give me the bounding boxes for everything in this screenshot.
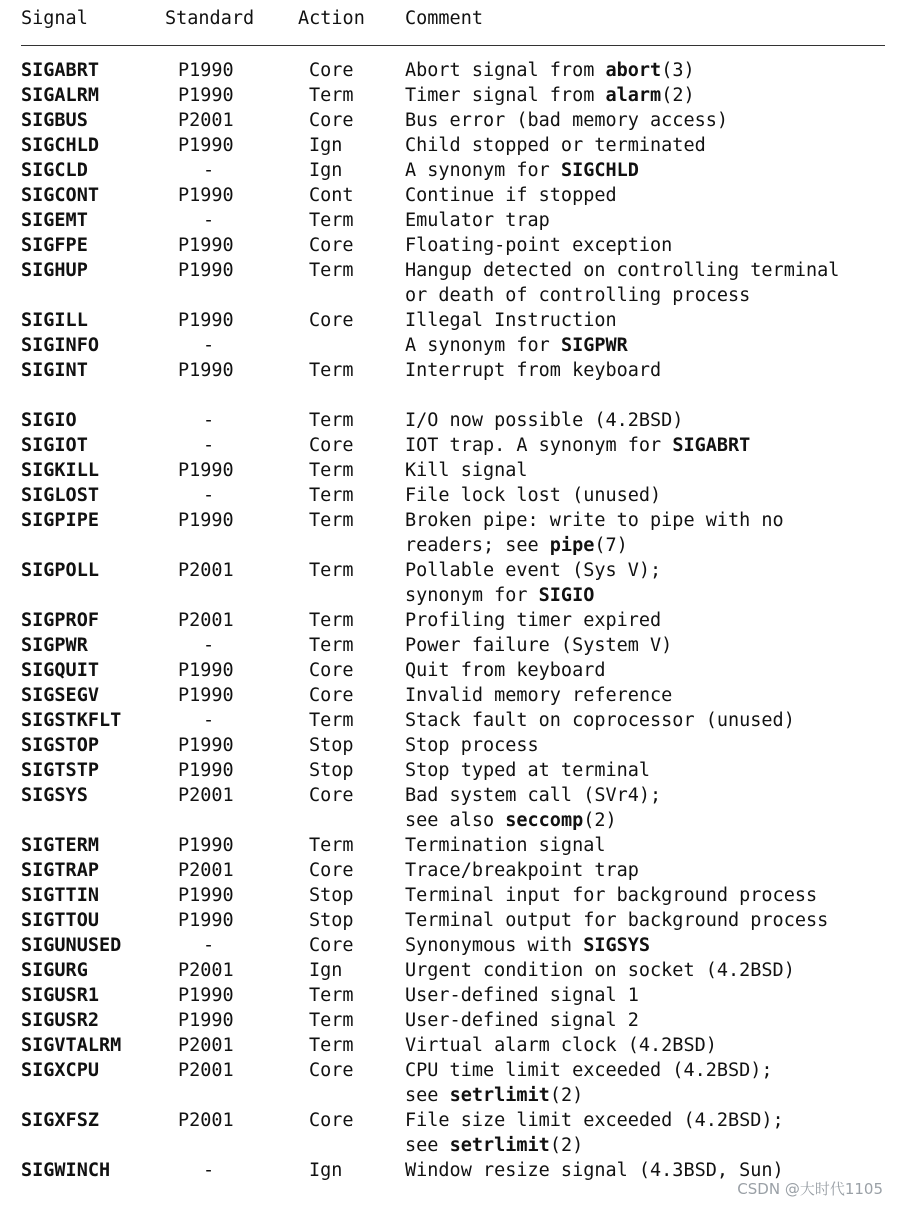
action-value: Core [309,1110,354,1131]
signal-name: SIGEMT [21,210,88,231]
comment-text: Stop typed at terminal [405,760,651,781]
action-value: Core [309,235,354,256]
signal-name: SIGALRM [21,85,99,106]
standard-value: P2001 [178,960,234,981]
standard-value: P2001 [178,785,234,806]
comment-text: or death of controlling process [405,285,751,306]
table-row [21,483,885,508]
comment-text: Bus error (bad memory access) [405,110,729,131]
table-row [21,1008,885,1033]
action-value: Term [309,835,354,856]
comment-text: File lock lost (unused) [405,485,662,506]
comment-text: Trace/breakpoint trap [405,860,639,881]
signal-name: SIGHUP [21,260,88,281]
signal-name: SIGTSTP [21,760,99,781]
signal-name: SIGINT [21,360,88,381]
table-row [21,633,885,658]
table-row [21,758,885,783]
header-divider [21,45,885,46]
comment-text: User-defined signal 1 [405,985,639,1006]
comment-text: CPU time limit exceeded (4.2BSD); [405,1060,773,1081]
table-body [21,58,885,1183]
comment-text: see setrlimit(2) [405,1135,584,1156]
comment-text: Timer signal from alarm(2) [405,85,695,106]
table-row [21,133,885,158]
standard-value: P1990 [178,885,234,906]
table-row [21,558,885,608]
comment-text: Stack fault on coprocessor (unused) [405,710,795,731]
standard-value: P1990 [178,360,234,381]
action-value: Core [309,685,354,706]
standard-value: P2001 [178,1060,234,1081]
table-row [21,858,885,883]
action-value: Term [309,85,354,106]
standard-value: P1990 [178,685,234,706]
signal-name: SIGLOST [21,485,99,506]
action-value: Term [309,985,354,1006]
table-row [21,708,885,733]
table-row [21,108,885,133]
signal-name: SIGPROF [21,610,99,631]
header-comment: Comment [405,8,483,29]
comment-text: Stop process [405,735,539,756]
comment-text: Hangup detected on controlling terminal [405,260,840,281]
action-value: Term [309,360,354,381]
comment-text: synonym for SIGIO [405,585,595,606]
signal-name: SIGBUS [21,110,88,131]
action-value: Core [309,310,354,331]
standard-value: P1990 [178,835,234,856]
action-value: Core [309,785,354,806]
table-row [21,233,885,258]
action-value: Core [309,935,354,956]
signal-name: SIGCONT [21,185,99,206]
table-row [21,933,885,958]
table-header [21,8,885,34]
comment-text: Window resize signal (4.3BSD, Sun) [405,1160,784,1181]
standard-value: P1990 [178,185,234,206]
table-row [21,208,885,233]
signal-name: SIGXFSZ [21,1110,99,1131]
action-value: Core [309,435,354,456]
comment-text: Virtual alarm clock (4.2BSD) [405,1035,717,1056]
standard-value: - [203,335,215,356]
comment-text: Kill signal [405,460,528,481]
signal-name: SIGTERM [21,835,99,856]
standard-value: P1990 [178,910,234,931]
comment-text: Invalid memory reference [405,685,673,706]
comment-text: File size limit exceeded (4.2BSD); [405,1110,784,1131]
standard-value: - [203,210,215,231]
comment-text: Abort signal from abort(3) [405,60,695,81]
comment-text: Terminal output for background process [405,910,829,931]
standard-value: P2001 [178,610,234,631]
standard-value: - [203,935,215,956]
action-value: Ign [309,960,343,981]
action-value: Term [309,510,354,531]
table-row [21,158,885,183]
standard-value: P2001 [178,110,234,131]
signal-name: SIGINFO [21,335,99,356]
action-value: Term [309,1035,354,1056]
signal-name: SIGABRT [21,60,99,81]
comment-text: Interrupt from keyboard [405,360,662,381]
table-row [21,183,885,208]
comment-text: readers; see pipe(7) [405,535,628,556]
signal-name: SIGSTOP [21,735,99,756]
comment-text: Floating-point exception [405,235,673,256]
header-signal: Signal [21,8,88,29]
signal-name: SIGQUIT [21,660,99,681]
standard-value: P1990 [178,60,234,81]
table-row [21,883,885,908]
standard-value: - [203,435,215,456]
table-row [21,1033,885,1058]
signal-table [21,8,885,34]
signal-name: SIGTRAP [21,860,99,881]
signal-name: SIGCLD [21,160,88,181]
comment-text: Terminal input for background process [405,885,818,906]
signal-name: SIGTTOU [21,910,99,931]
signal-name: SIGUNUSED [21,935,122,956]
action-value: Term [309,1010,354,1031]
action-value: Cont [309,185,354,206]
signal-name: SIGUSR1 [21,985,99,1006]
comment-text: A synonym for SIGPWR [405,335,628,356]
table-row [21,408,885,433]
action-value: Term [309,710,354,731]
signal-name: SIGURG [21,960,88,981]
comment-text: Child stopped or terminated [405,135,706,156]
header-standard: Standard [165,8,255,29]
table-row [21,658,885,683]
standard-value: P1990 [178,760,234,781]
signal-name: SIGKILL [21,460,99,481]
table-row [21,908,885,933]
action-value: Core [309,1060,354,1081]
comment-text: see also seccomp(2) [405,810,617,831]
signal-name: SIGPIPE [21,510,99,531]
comment-text: A synonym for SIGCHLD [405,160,639,181]
standard-value: P1990 [178,235,234,256]
action-value: Term [309,210,354,231]
standard-value: P1990 [178,985,234,1006]
action-value: Ign [309,160,343,181]
table-row [21,983,885,1008]
action-value: Term [309,460,354,481]
standard-value: P1990 [178,1010,234,1031]
comment-text: Continue if stopped [405,185,617,206]
signal-name: SIGXCPU [21,1060,99,1081]
action-value: Stop [309,885,354,906]
action-value: Ign [309,135,343,156]
table-row [21,1058,885,1108]
comment-text: I/O now possible (4.2BSD) [405,410,684,431]
action-value: Core [309,860,354,881]
standard-value: - [203,1160,215,1181]
table-row [21,83,885,108]
table-row [21,683,885,708]
table-row [21,783,885,833]
signal-name: SIGIOT [21,435,88,456]
signal-name: SIGILL [21,310,88,331]
comment-text: Bad system call (SVr4); [405,785,662,806]
table-row [21,1108,885,1158]
table-row [21,58,885,83]
action-value: Ign [309,1160,343,1181]
standard-value: P2001 [178,860,234,881]
standard-value: P1990 [178,510,234,531]
action-value: Term [309,410,354,431]
table-row [21,308,885,333]
signal-name: SIGUSR2 [21,1010,99,1031]
standard-value: P2001 [178,560,234,581]
standard-value: P1990 [178,260,234,281]
comment-text: Broken pipe: write to pipe with no [405,510,784,531]
comment-text: Illegal Instruction [405,310,617,331]
standard-value: P1990 [178,660,234,681]
table-row [21,458,885,483]
action-value: Core [309,110,354,131]
standard-value: P2001 [178,1110,234,1131]
signal-name: SIGSEGV [21,685,99,706]
comment-text: Urgent condition on socket (4.2BSD) [405,960,795,981]
standard-value: P2001 [178,1035,234,1056]
action-value: Term [309,560,354,581]
comment-text: Pollable event (Sys V); [405,560,662,581]
standard-value: P1990 [178,735,234,756]
action-value: Stop [309,735,354,756]
comment-text: Emulator trap [405,210,550,231]
watermark: CSDN @大时代1105 [737,1180,883,1198]
standard-value: - [203,410,215,431]
action-value: Core [309,60,354,81]
comment-text: IOT trap. A synonym for SIGABRT [405,435,751,456]
standard-value: - [203,710,215,731]
comment-text: User-defined signal 2 [405,1010,639,1031]
action-value: Term [309,260,354,281]
signal-name: SIGSTKFLT [21,710,122,731]
standard-value: - [203,635,215,656]
signal-name: SIGSYS [21,785,88,806]
signal-name: SIGWINCH [21,1160,111,1181]
standard-value: - [203,485,215,506]
signal-name: SIGPWR [21,635,88,656]
action-value: Term [309,610,354,631]
action-value: Term [309,635,354,656]
table-row [21,608,885,633]
signal-name: SIGCHLD [21,135,99,156]
standard-value: P1990 [178,85,234,106]
signal-name: SIGFPE [21,235,88,256]
action-value: Core [309,660,354,681]
table-row [21,733,885,758]
action-value: Stop [309,760,354,781]
comment-text: Power failure (System V) [405,635,673,656]
comment-text: see setrlimit(2) [405,1085,584,1106]
signal-name: SIGIO [21,410,77,431]
standard-value: P1990 [178,460,234,481]
comment-text: Termination signal [405,835,606,856]
action-value: Term [309,485,354,506]
table-row [21,433,885,458]
action-value: Stop [309,910,354,931]
table-row [21,508,885,558]
table-row [21,958,885,983]
comment-text: Synonymous with SIGSYS [405,935,651,956]
comment-text: Quit from keyboard [405,660,606,681]
comment-text: Profiling timer expired [405,610,662,631]
standard-value: P1990 [178,310,234,331]
table-row [21,333,885,358]
standard-value: - [203,160,215,181]
header-action: Action [298,8,365,29]
standard-value: P1990 [178,135,234,156]
signal-name: SIGVTALRM [21,1035,122,1056]
signal-name: SIGTTIN [21,885,99,906]
table-row [21,258,885,308]
table-row [21,358,885,408]
signal-name: SIGPOLL [21,560,99,581]
table-row [21,833,885,858]
